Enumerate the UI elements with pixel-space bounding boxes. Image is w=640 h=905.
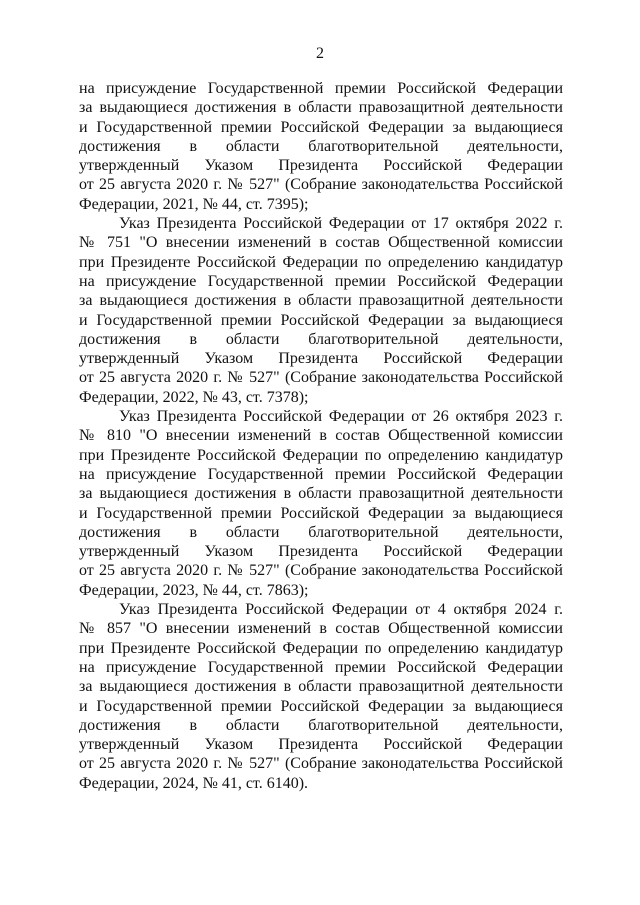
text-line: и Государственной премии Российской Федерации за выдающиеся (79, 697, 563, 715)
text-line: и Государственной премии Российской Федерации за выдающиеся (79, 504, 563, 522)
text-line: за выдающиеся достижения в области правозащитной деятельности (79, 99, 563, 117)
text-line: от 25 августа 2020 г. № 527" (Собрание законодательства Российской (79, 562, 563, 580)
text-line: при Президенте Российской Федерации по определению кандидатур (79, 639, 563, 657)
text-line: при Президенте Российской Федерации по определению кандидатур (79, 253, 563, 271)
text-line: на присуждение Государственной премии Российской Федерации (79, 272, 563, 290)
text-line: утвержденный Указом Президента Российской Федерации (79, 736, 563, 754)
text-line: за выдающиеся достижения в области правозащитной деятельности (79, 485, 563, 503)
text-line: утвержденный Указом Президента Российской Федерации (79, 543, 563, 561)
text-line: достижения в области благотворительной деятельности, (79, 330, 563, 348)
paragraph (79, 79, 563, 214)
text-line: утвержденный Указом Президента Российской Федерации (79, 350, 563, 368)
text-line: Федерации, 2023, № 44, ст. 7863); (79, 581, 309, 599)
text-line: № 810 "О внесении изменений в состав Общественной комиссии (79, 427, 563, 445)
text-line: от 25 августа 2020 г. № 527" (Собрание законодательства Российской (79, 176, 563, 194)
text-line: Указ Президента Российской Федерации от 17 октября 2022 г. (119, 215, 563, 233)
text-line: на присуждение Государственной премии Российской Федерации (79, 465, 563, 483)
text-line: утвержденный Указом Президента Российской Федерации (79, 157, 563, 175)
text-line: Федерации, 2021, № 44, ст. 7395); (79, 195, 309, 213)
text-line: достижения в области благотворительной деятельности, (79, 137, 563, 155)
text-line: Федерации, 2024, № 41, ст. 6140). (79, 774, 309, 792)
paragraph (79, 214, 563, 407)
text-line: за выдающиеся достижения в области правозащитной деятельности (79, 292, 563, 310)
text-line: за выдающиеся достижения в области правозащитной деятельности (79, 678, 563, 696)
text-line: № 857 "О внесении изменений в состав Общественной комиссии (79, 620, 563, 638)
paragraph (79, 407, 563, 600)
text-line: от 25 августа 2020 г. № 527" (Собрание законодательства Российской (79, 755, 563, 773)
text-line: достижения в области благотворительной деятельности, (79, 523, 563, 541)
text-line: Указ Президента Российской Федерации от 26 октября 2023 г. (119, 408, 563, 426)
document-body (79, 79, 563, 793)
text-line: при Президенте Российской Федерации по определению кандидатур (79, 446, 563, 464)
text-line: от 25 августа 2020 г. № 527" (Собрание законодательства Российской (79, 369, 563, 387)
text-line: Указ Президента Российской Федерации от 4 октября 2024 г. (119, 601, 563, 619)
text-line: и Государственной премии Российской Федерации за выдающиеся (79, 118, 563, 136)
paragraph (79, 600, 563, 793)
text-line: достижения в области благотворительной деятельности, (79, 716, 563, 734)
text-line: Федерации, 2022, № 43, ст. 7378); (79, 388, 309, 406)
text-line: № 751 "О внесении изменений в состав Общественной комиссии (79, 234, 563, 252)
text-line: на присуждение Государственной премии Российской Федерации (79, 658, 563, 676)
text-line: и Государственной премии Российской Федерации за выдающиеся (79, 311, 563, 329)
page-number: 2 (316, 45, 324, 62)
text-line: на присуждение Государственной премии Российской Федерации (79, 80, 563, 97)
